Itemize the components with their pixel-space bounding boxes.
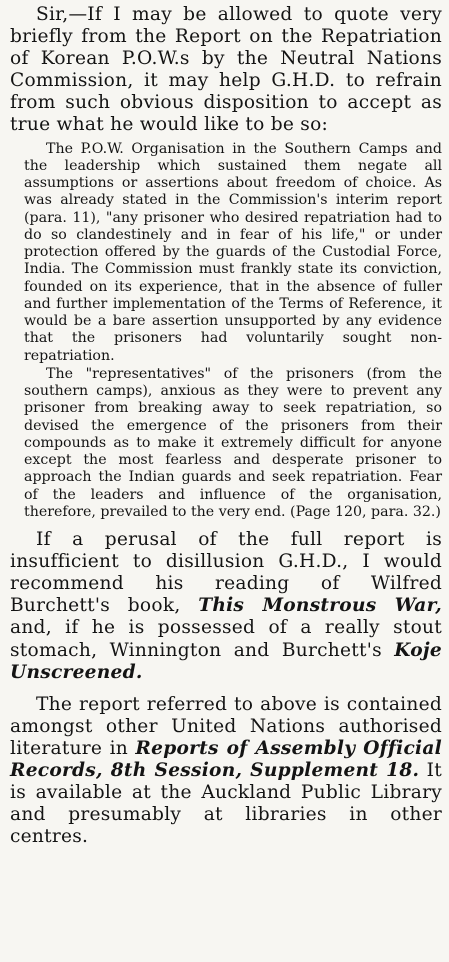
book-title-koje-unscreened: Koje Unscreened. (10, 639, 442, 683)
source-text-b: It is available at the Auckland Public Library and presumably at libraries in other centres. (10, 760, 443, 848)
official-records-reference: Reports of Assembly Official Records, 8th Session, Supplement 18. (10, 737, 442, 781)
recommendation-text-a: If a perusal of the full report is insufficient to disillusion G.H.D., I would recommend his reading of Wilfred Burchett's book, (10, 529, 442, 617)
letter-paragraph-recommendation (10, 529, 442, 684)
source-text-a: The report referred to above is contained amongst other United Nations authorised literature in (10, 693, 442, 759)
recommendation-text-b: and, if he is possessed of a really stout stomach, Winnington and Burchett's (10, 617, 442, 661)
letter-intro: Sir,—If I may be allowed to quote very briefly from the Report on the Repatriation of Korean P.O.W.s by the Neutral Nations Commission, it may help G.H.D. to refrain from such obvious disposition to accept as true what he would like to be so: (10, 4, 442, 136)
quote-paragraph-1: The P.O.W. Organisation in the Southern Camps and the leadership which sustained them negate all assumptions or assertions about freedom of choice. As was already stated in the Commission's interim report (para. 11), "any prisoner who desired repatriation had to do so clandestinely and in fear of his life," or under protection offered by the guards of the Custodial Force, India. The Commission must frankly state its conviction, founded on its experience, that in the absence of fuller and further implementation of the Terms of Reference, it would be a bare assertion unsupported by any evidence that the prisoners had voluntarily sought non-repatriation. (24, 140, 442, 364)
quote-paragraph-2: The "representatives" of the prisoners (from the southern camps), anxious as they were to prevent any prisoner from breaking away to seek repatriation, so devised the emergence of the prisoners from their compounds as to make it extremely difficult for anyone except the most fearless and desperate prisoner to approach the Indian guards and seek repatriation. Fear of the leaders and influence of the organisation, therefore, prevailed to the very end. (Page 120, para. 32.) (24, 365, 442, 520)
letter-paragraph-source (10, 694, 442, 849)
report-quotation (24, 141, 442, 522)
book-title-this-monstrous-war: This Monstrous War, (198, 595, 442, 617)
